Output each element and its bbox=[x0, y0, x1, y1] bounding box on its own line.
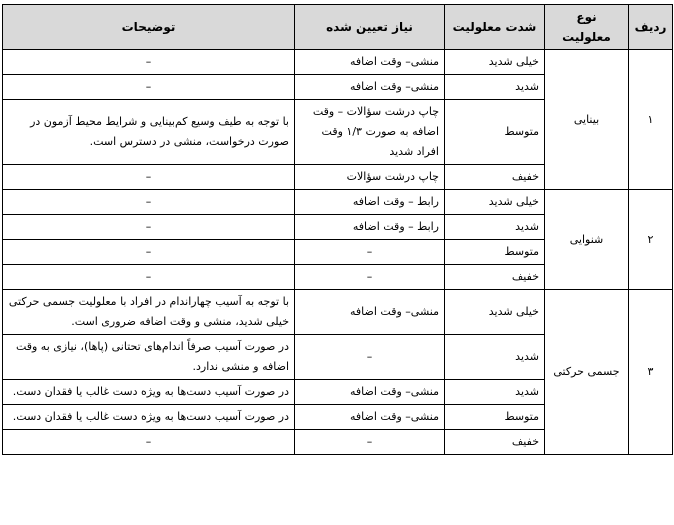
disability-type: شنوایی bbox=[545, 190, 629, 290]
description-cell: – bbox=[3, 430, 295, 455]
description-cell: در صورت آسیب دست‌ها به ویژه دست غالب یا فقدان دست. bbox=[3, 380, 295, 405]
header-row-number: ردیف bbox=[629, 5, 673, 50]
row-number: ۲ bbox=[629, 190, 673, 290]
header-disability-type: نوع معلولیت bbox=[545, 5, 629, 50]
severity-cell: خیلی شدید bbox=[445, 190, 545, 215]
severity-cell: خفیف bbox=[445, 165, 545, 190]
need-cell: – bbox=[295, 335, 445, 380]
description-cell: در صورت آسیب دست‌ها به ویژه دست غالب یا فقدان دست. bbox=[3, 405, 295, 430]
disability-type: بینایی bbox=[545, 50, 629, 190]
description-cell: – bbox=[3, 75, 295, 100]
need-cell: رابط – وقت اضافه bbox=[295, 190, 445, 215]
description-cell: – bbox=[3, 190, 295, 215]
description-cell: – bbox=[3, 165, 295, 190]
accommodations-table bbox=[2, 4, 673, 455]
header-severity: شدت معلولیت bbox=[445, 5, 545, 50]
need-cell: منشی– وقت اضافه bbox=[295, 405, 445, 430]
need-cell: رابط – وقت اضافه bbox=[295, 215, 445, 240]
severity-cell: خیلی شدید bbox=[445, 50, 545, 75]
table-row bbox=[3, 290, 673, 335]
need-cell: چاپ درشت سؤالات bbox=[295, 165, 445, 190]
need-cell: – bbox=[295, 240, 445, 265]
disability-type: جسمی حرکتی bbox=[545, 290, 629, 455]
need-cell: منشی– وقت اضافه bbox=[295, 290, 445, 335]
severity-cell: خیلی شدید bbox=[445, 290, 545, 335]
need-cell: چاپ درشت سؤالات – وقت اضافه به صورت ۱/۳ وقت افراد شدید bbox=[295, 100, 445, 165]
header-need: نیاز تعیین شده bbox=[295, 5, 445, 50]
row-number: ۳ bbox=[629, 290, 673, 455]
severity-cell: متوسط bbox=[445, 405, 545, 430]
severity-cell: خفیف bbox=[445, 265, 545, 290]
description-cell: با توجه به طیف وسیع کم‌بینایی و شرایط محیط آزمون در صورت درخواست، منشی در دسترس است. bbox=[3, 100, 295, 165]
table-row bbox=[3, 190, 673, 215]
description-cell: – bbox=[3, 240, 295, 265]
need-cell: منشی– وقت اضافه bbox=[295, 75, 445, 100]
severity-cell: متوسط bbox=[445, 240, 545, 265]
severity-cell: شدید bbox=[445, 335, 545, 380]
description-cell: در صورت آسیب صرفاً اندام‌های تحتانی (پاها)، نیازی به وقت اضافه و منشی ندارد. bbox=[3, 335, 295, 380]
description-cell: با توجه به آسیب چهاراندام در افراد با معلولیت جسمی حرکتی خیلی شدید، منشی و وقت اضافه ضروری است. bbox=[3, 290, 295, 335]
header-description: توضیحات bbox=[3, 5, 295, 50]
row-number: ۱ bbox=[629, 50, 673, 190]
severity-cell: خفیف bbox=[445, 430, 545, 455]
need-cell: – bbox=[295, 430, 445, 455]
header-row bbox=[3, 5, 673, 50]
description-cell: – bbox=[3, 50, 295, 75]
severity-cell: متوسط bbox=[445, 100, 545, 165]
need-cell: – bbox=[295, 265, 445, 290]
need-cell: منشی– وقت اضافه bbox=[295, 380, 445, 405]
description-cell: – bbox=[3, 265, 295, 290]
severity-cell: شدید bbox=[445, 215, 545, 240]
need-cell: منشی– وقت اضافه bbox=[295, 50, 445, 75]
severity-cell: شدید bbox=[445, 380, 545, 405]
severity-cell: شدید bbox=[445, 75, 545, 100]
description-cell: – bbox=[3, 215, 295, 240]
table-row bbox=[3, 50, 673, 75]
